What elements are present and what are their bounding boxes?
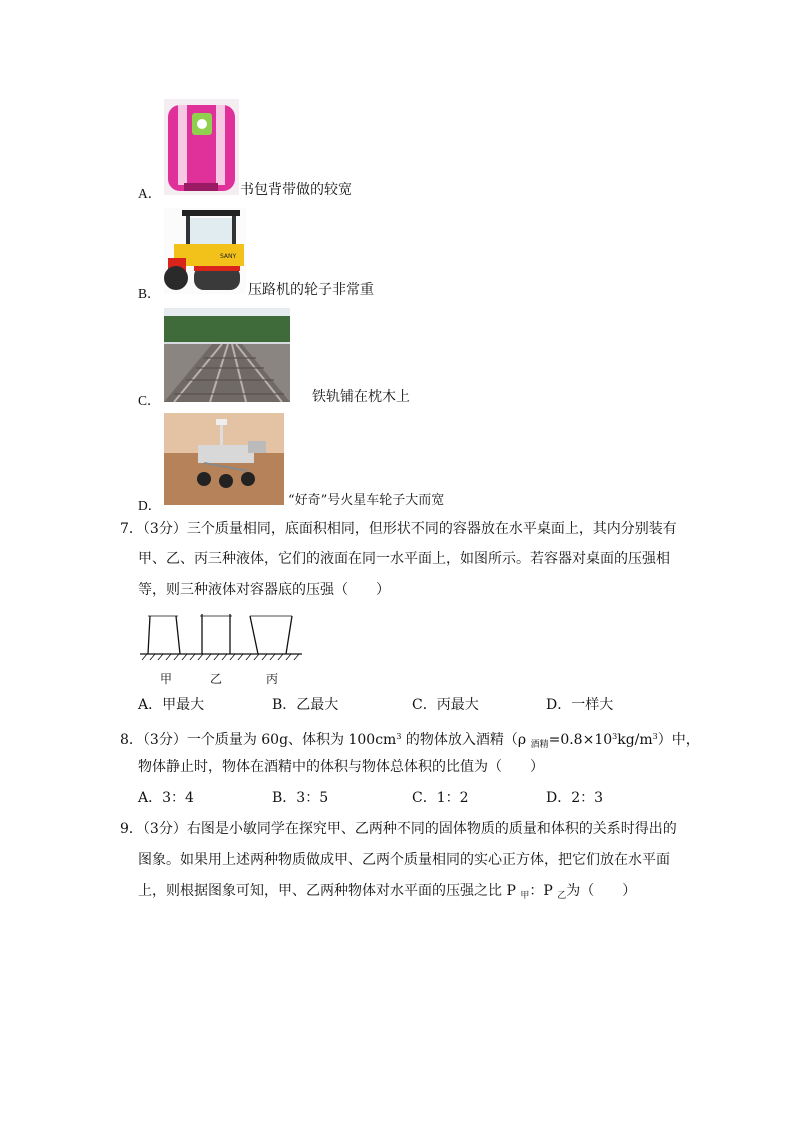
q7-line-2: 甲、乙、丙三种液体，它们的液面在同一水平面上，如图所示。若容器对桌面的压强相 xyxy=(138,551,670,567)
q9-line-3 xyxy=(138,881,636,906)
q7-line-3: 等，则三种液体对容器底的压强（ ） xyxy=(138,582,390,598)
q7-option-a: A．甲最大 xyxy=(138,697,205,713)
q9-line-1: 9．（3分）右图是小敏同学在探究甲、乙两种不同的固体物质的质量和体积的关系时得出的 xyxy=(120,821,677,837)
q7-option-c: C．丙最大 xyxy=(412,697,479,713)
option-c-text: 铁轨铺在枕木上 xyxy=(312,389,410,405)
q7-label-jia: 甲 xyxy=(160,672,173,686)
q8-line-1 xyxy=(120,727,700,755)
q9-sub-yi: 乙 xyxy=(557,891,567,901)
q8-sup-exp: 3 xyxy=(612,732,618,741)
q8-sup-m3: 3 xyxy=(652,732,658,741)
q8-sup-cm3: 3 xyxy=(396,732,402,741)
q8-option-d: D．2：3 xyxy=(546,790,604,806)
q8-sub-alcohol: 酒精 xyxy=(530,740,549,750)
q7-line-1: 7．（3分）三个质量相同，底面积相同，但形状不同的容器放在水平桌面上，其内分别装有 xyxy=(120,521,677,537)
q8-line-1-part-d: kg/m xyxy=(617,732,653,748)
q7-label-bing: 丙 xyxy=(266,672,279,686)
option-d-letter: D． xyxy=(138,498,162,513)
q7-option-d: D．一样大 xyxy=(546,697,614,713)
option-d-text: “好奇”号火星车轮子大而宽 xyxy=(288,493,445,508)
q9-line-3-part-a: 上，则根据图象可知，甲、乙两种物体对水平面的压强之比 P xyxy=(138,883,521,899)
q9-line-2: 图象。如果用上述两种物质做成甲、乙两个质量相同的实心正方体，把它们放在水平面 xyxy=(138,852,670,868)
q8-option-b: B．3：5 xyxy=(272,790,329,806)
q8-line-2: 物体静止时，物体在酒精中的体积与物体总体积的比值为（ ） xyxy=(138,759,544,775)
q7-containers-figure xyxy=(140,610,306,662)
q9-line-3-part-c: 为（ ） xyxy=(566,883,637,899)
q7-option-b: B．乙最大 xyxy=(272,697,339,713)
road-roller-image xyxy=(164,208,246,294)
mars-rover-image xyxy=(164,413,284,505)
option-b-text: 压路机的轮子非常重 xyxy=(248,282,374,298)
svg-text:SANY: SANY xyxy=(220,253,237,260)
q8-line-1-part-b: 的物体放入酒精（ρ xyxy=(401,732,531,748)
q9-sub-jia: 甲 xyxy=(520,891,530,901)
q8-line-1-part-a: 8．（3分）一个质量为 60g、体积为 100cm xyxy=(120,732,397,748)
q8-line-1-part-e: ）中， xyxy=(657,732,700,748)
option-a-text: 书包背带做的较宽 xyxy=(240,182,352,198)
q7-label-yi: 乙 xyxy=(210,672,223,686)
q9-line-3-part-b: ：P xyxy=(529,883,558,899)
option-b-letter: B． xyxy=(138,286,161,301)
q8-option-a: A．3：4 xyxy=(138,790,194,806)
option-a-letter: A． xyxy=(138,186,162,201)
q8-line-1-part-c: =0.8×10 xyxy=(548,732,613,748)
railway-tracks-image xyxy=(164,308,290,402)
pink-backpack-image xyxy=(164,99,239,195)
q8-option-c: C．1：2 xyxy=(412,790,469,806)
option-c-letter: C． xyxy=(138,393,161,408)
